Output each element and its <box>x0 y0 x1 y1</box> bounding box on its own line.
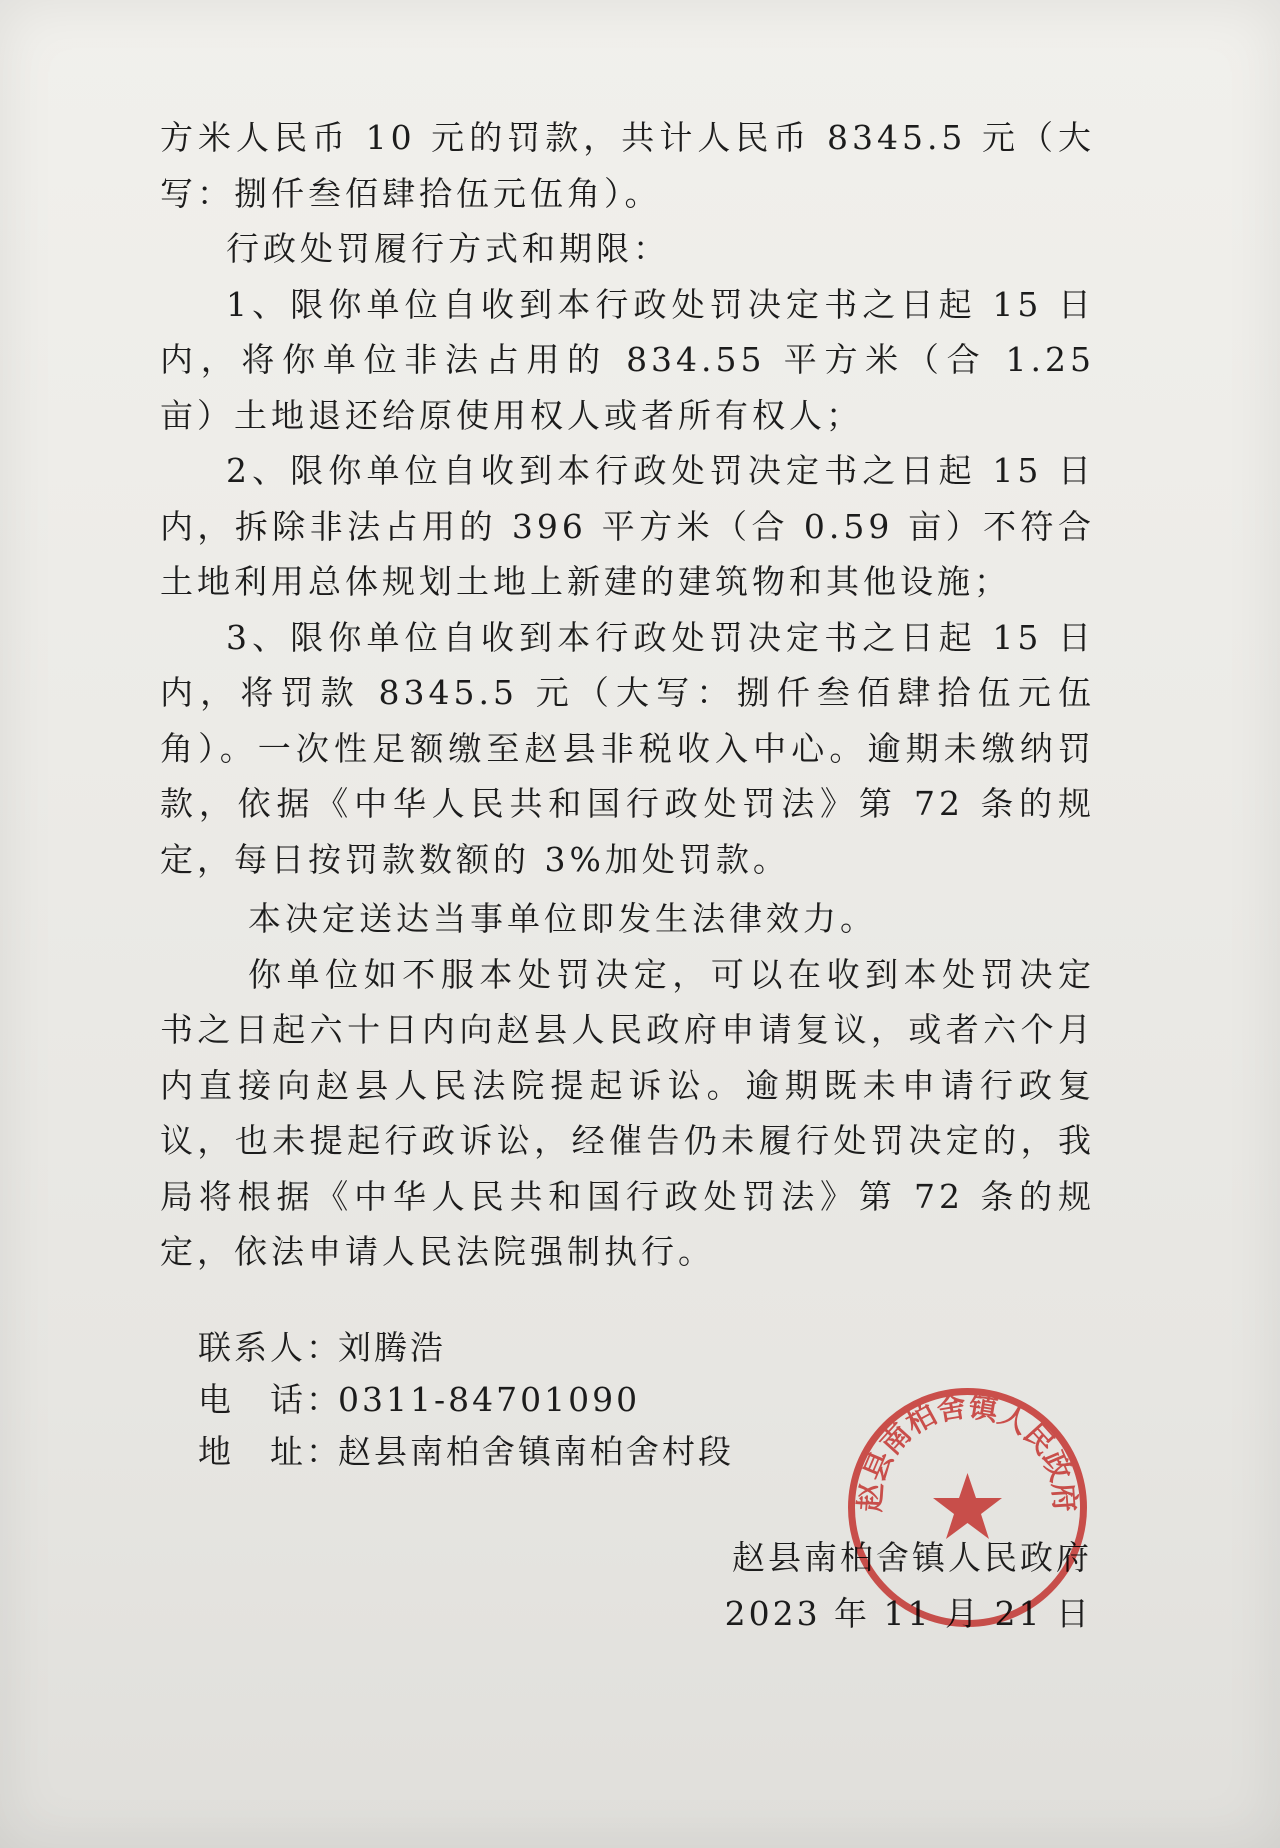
seal-text: 赵县南柏舍镇人民政府 <box>852 1389 1083 1513</box>
paragraph-enforcement-heading: 行政处罚履行方式和期限： <box>226 229 670 268</box>
address-row <box>198 1426 734 1478</box>
seal-star <box>933 1473 1002 1539</box>
address-value: 赵县南柏舍镇南柏舍村段 <box>338 1432 734 1471</box>
contact-person-label: 联系人： <box>198 1328 342 1367</box>
contact-block <box>198 1322 734 1478</box>
official-seal-icon <box>845 1385 1090 1630</box>
paragraph-fine-total: 方米人民币 10 元的罚款，共计人民币 8345.5 元（大写：捌仟叁佰肆拾伍元伍角）。 <box>160 118 1095 213</box>
issuer-name: 赵县南柏舍镇人民政府 <box>732 1538 1092 1577</box>
paragraph-appeal: 你单位如不服本处罚决定，可以在收到本处罚决定书之日起六十日内向赵县人民政府申请复议，或者六个月内直接向赵县人民法院提起诉讼。逾期既未申请行政复议，也未提起行政诉讼，经催告仍未履行处罚决定的，我局将根据《中华人民共和国行政处罚法》第 72 条的规定，依法申请人民法院强制执行。 <box>160 954 1095 1271</box>
paragraph-item-3: 3、限你单位自收到本行政处罚决定书之日起 15 日内，将罚款 8345.5 元（大写：捌仟叁佰肆拾伍元伍角）。一次性足额缴至赵县非税收入中心。逾期未缴纳罚款，依据《中华人民共和国行政处罚法》第 72 条的规定，每日按罚款数额的 3%加处罚款。 <box>160 617 1095 879</box>
phone-label: 电 话： <box>198 1380 342 1419</box>
phone-value: 0311-84701090 <box>338 1380 641 1419</box>
contact-person-row <box>198 1322 734 1374</box>
paragraph-item-2: 2、限你单位自收到本行政处罚决定书之日起 15 日内，拆除非法占用的 396 平方米（合 0.59 亩）不符合土地利用总体规划土地上新建的建筑物和其他设施； <box>160 451 1095 601</box>
address-label: 地 址： <box>198 1432 342 1471</box>
paragraph-item-1: 1、限你单位自收到本行政处罚决定书之日起 15 日内，将你单位非法占用的 834.55 平方米（合 1.25 亩）土地退还给原使用权人或者所有权人； <box>160 284 1095 435</box>
paragraph-effectiveness: 本决定送达当事单位即发生法律效力。 <box>248 899 877 938</box>
contact-person-value: 刘腾浩 <box>338 1328 446 1367</box>
issue-date: 2023 年 11 月 21 日 <box>724 1594 1092 1633</box>
phone-row <box>198 1374 734 1426</box>
document-body <box>160 110 1095 1280</box>
